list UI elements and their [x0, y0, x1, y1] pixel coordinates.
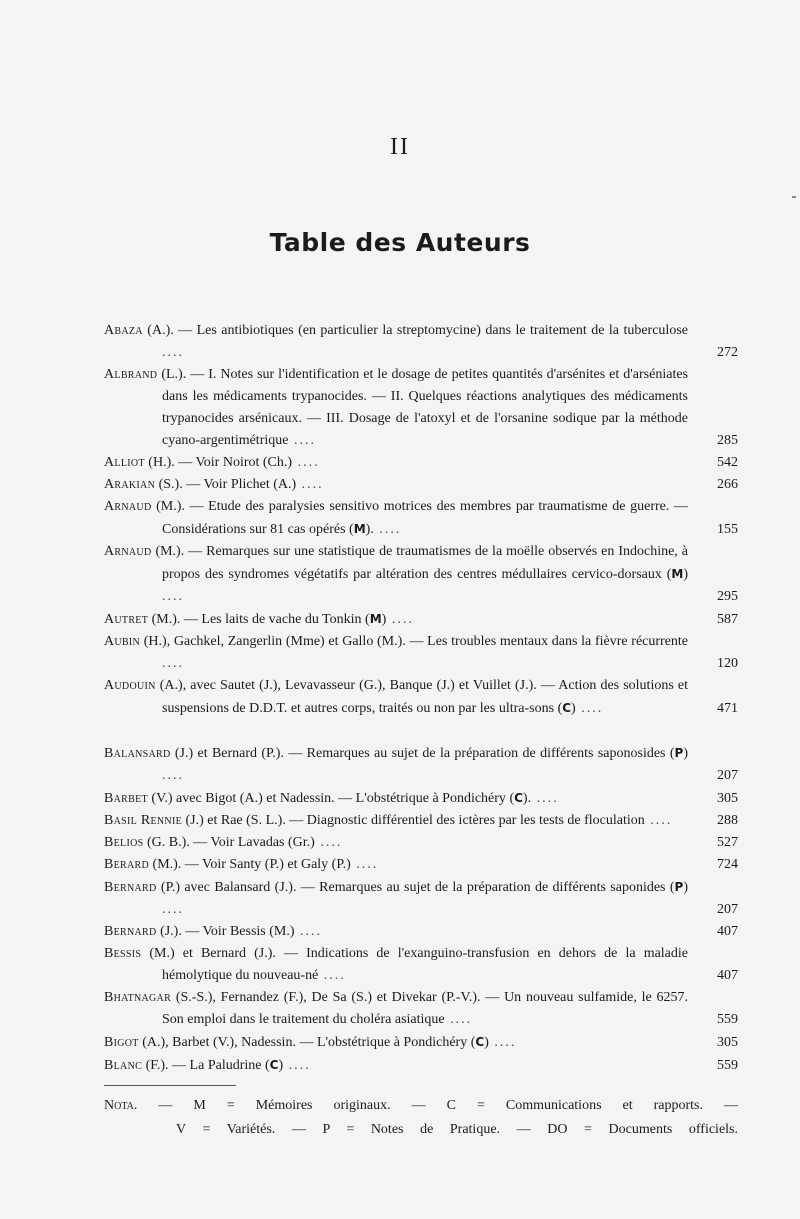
dot-leader: ....	[296, 477, 324, 492]
index-entry	[104, 608, 738, 631]
legend-text-1: — M = Mémoires originaux. — C = Communications et rapports. —	[158, 1098, 739, 1113]
entry-text: Balansard (J.) et Bernard (P.). — Remarques au sujet de la préparation de différents saponosides (P) ....	[104, 746, 688, 783]
author-name: Bessis	[104, 946, 142, 961]
dot-leader: ....	[162, 589, 184, 604]
dot-leader: ....	[162, 768, 184, 783]
author-name: Bhatnagar	[104, 990, 172, 1005]
entry-text: Audouin (A.), avec Sautet (J.), Levavasseur (G.), Banque (J.) et Vuillet (J.). — Action des solutions et suspensions de D.D.T. et autres corps, traités ou non par les ultra-sons (C) ....	[104, 678, 688, 716]
index-entry	[104, 921, 738, 943]
index-entry	[104, 364, 738, 452]
page-reference: 559	[717, 1058, 738, 1073]
category-code: C	[562, 701, 572, 715]
author-name: Arnaud	[104, 499, 152, 514]
author-name: Berard	[104, 857, 150, 872]
page-reference: 295	[717, 589, 738, 604]
entry-title: (S.). — Voir Plichet (A.)	[158, 477, 297, 492]
dot-leader: ....	[288, 433, 316, 448]
entry-text	[104, 810, 738, 832]
dot-leader: ....	[292, 455, 320, 470]
index-entry	[104, 854, 738, 876]
author-name: Balansard	[104, 746, 171, 761]
page-reference: 542	[717, 455, 738, 470]
index-entry	[104, 943, 738, 987]
entry-title: (H.), Gachkel, Zangerlin (Mme) et Gallo (M.). — Les troubles mentaux dans la fièvre récurrente	[143, 634, 689, 649]
entry-text: Arnaud (M.). — Etude des paralysies sensitivo motrices des membres par traumatisme de guerre. — Considérations sur 81 cas opérés (M). ....	[104, 499, 689, 537]
page-reference: 559	[717, 1012, 738, 1027]
dot-leader: ....	[644, 813, 673, 828]
dot-leader: ....	[162, 345, 184, 360]
author-name: Arnaud	[104, 544, 152, 559]
entry-text	[104, 474, 738, 496]
index-entry	[104, 987, 738, 1031]
entry-title: (H.). — Voir Noirot (Ch.)	[148, 455, 293, 470]
entry-title: (M.). — Remarques sur une statistique de traumatismes de la moëlle observés en Indochine, à propos des syndromes végétatifs par altération des centres médullaires cervico-dorsaux	[155, 544, 688, 582]
page-reference: 288	[717, 813, 738, 828]
author-name: Alliot	[104, 455, 145, 470]
dot-leader: ....	[162, 902, 184, 917]
author-name: Audouin	[104, 678, 156, 693]
index-entry	[104, 452, 738, 474]
category-code: C	[475, 1035, 485, 1049]
legend-line-2: V = Variétés. — P = Notes de Pratique. — DO = Documents officiels.	[176, 1122, 738, 1137]
entry-text: Barbet (V.) avec Bigot (A.) et Nadessin. — L'obstétrique à Pondichéry (C). ....	[104, 791, 559, 806]
entry-title: (L.). — I. Notes sur l'identification et le dosage de petites quantités d'arsénites et d'arséniates dans les médicaments trypanocides. — II. Quelques réactions analytiques des médicaments trypanocides arsénicaux. — III. Dosage de l'atoxyl et de l'orsanine sodique par la méthode cyano-argentimétrique	[161, 367, 689, 448]
entry-title: (M.). — Voir Santy (P.) et Galy (P.)	[152, 857, 351, 872]
category-code: M	[671, 567, 684, 581]
dot-leader: ....	[444, 1012, 473, 1027]
author-name: Belios	[104, 835, 144, 850]
footnote-divider	[104, 1085, 236, 1086]
category-code: M	[353, 522, 366, 536]
page-reference: 266	[717, 477, 738, 492]
entry-title: (F.). — La Paludrine	[145, 1058, 262, 1073]
author-name: Abaza	[104, 323, 143, 338]
author-name: Arakian	[104, 477, 156, 492]
entry-title: (G. B.). — Voir Lavadas (Gr.)	[146, 835, 315, 850]
margin-speck	[792, 196, 796, 198]
dot-leader: ....	[283, 1058, 311, 1073]
index-entry	[104, 1031, 738, 1054]
entry-title: (A.), avec Sautet (J.), Levavasseur (G.), Banque (J.) et Vuillet (J.). — Action des solutions et suspensions de D.D.T. et autres corps, traités ou non par les ultra-sons	[159, 678, 688, 716]
entry-text: Blanc (F.). — La Paludrine (C) ....	[104, 1058, 311, 1073]
entry-title: (M.). — Les laits de vache du Tonkin	[151, 612, 362, 627]
index-entry	[104, 832, 738, 854]
entry-text	[104, 854, 738, 876]
page-reference: 407	[717, 924, 738, 939]
entry-title: (S.-S.), Fernandez (F.), De Sa (S.) et Divekar (P.-V.). — Un nouveau sulfamide, le 6257. Son emploi dans le traitement du choléra asiatique	[162, 990, 689, 1027]
legend-label: Nota.	[104, 1098, 138, 1113]
entry-text	[104, 631, 738, 675]
index-entry	[104, 787, 738, 810]
dot-leader: ....	[373, 522, 402, 537]
page-reference: 527	[717, 835, 738, 850]
page-title: Table des Auteurs	[269, 228, 531, 257]
page-reference: 207	[717, 902, 738, 917]
page-reference: 305	[717, 791, 738, 806]
page-reference: 407	[717, 968, 738, 983]
author-name: Basil Rennie	[104, 813, 182, 828]
entry-title: (J.) et Bernard (P.). — Remarques au sujet de la préparation de différents saponosides	[174, 746, 666, 761]
index-entry	[104, 876, 738, 921]
page-reference: 471	[717, 701, 738, 716]
category-code: P	[674, 746, 684, 760]
category-code: C	[514, 791, 523, 805]
section-number: II	[390, 134, 410, 160]
dot-leader: ....	[350, 857, 379, 872]
entry-text: Autret (M.). — Les laits de vache du Tonkin (M) ....	[104, 612, 414, 627]
page-reference: 272	[717, 345, 738, 360]
entry-text	[104, 320, 738, 364]
footnote-legend	[104, 1094, 738, 1142]
entry-text: Bigot (A.), Barbet (V.), Nadessin. — L'obstétrique à Pondichéry (C) ....	[104, 1035, 517, 1050]
entry-text: Bernard (P.) avec Balansard (J.). — Remarques au sujet de la préparation de différents saponides (P) ....	[104, 880, 689, 917]
dot-leader: ....	[294, 924, 322, 939]
index-entry	[104, 675, 738, 720]
index-entry	[104, 541, 738, 608]
category-code: C	[269, 1058, 279, 1072]
entry-title: (P.) avec Balansard (J.). — Remarques au sujet de la préparation de différents saponides	[160, 880, 666, 895]
entry-text	[104, 987, 738, 1031]
entry-text	[104, 364, 738, 452]
author-name: Albrand	[104, 367, 158, 382]
entry-text: Arnaud (M.). — Remarques sur une statistique de traumatismes de la moëlle observés en Indochine, à propos des syndromes végétatifs par altération des centres médullaires cervico-dorsaux (M) ....	[104, 544, 688, 604]
author-name: Barbet	[104, 791, 148, 806]
entry-title: (J.). — Voir Bessis (M.)	[160, 924, 295, 939]
page-reference: 305	[717, 1035, 738, 1050]
author-index-list	[104, 320, 738, 1077]
page-reference: 587	[717, 612, 738, 627]
entry-text	[104, 921, 738, 943]
author-name: Blanc	[104, 1058, 143, 1073]
dot-leader: ....	[314, 835, 343, 850]
author-name: Bernard	[104, 924, 157, 939]
author-name: Aubin	[104, 634, 141, 649]
category-code: M	[369, 612, 382, 626]
page-reference: 724	[717, 857, 738, 872]
index-entry	[104, 496, 738, 541]
entry-title: (V.) avec Bigot (A.) et Nadessin. — L'obstétrique à Pondichéry	[151, 791, 506, 806]
dot-leader: ....	[318, 968, 346, 983]
entry-text	[104, 452, 738, 474]
entry-punctuation: .	[527, 791, 532, 806]
entry-title: (M.). — Etude des paralysies sensitivo motrices des membres par traumatisme de guerre. — Considérations sur 81 cas opérés	[156, 499, 689, 537]
page-reference: 207	[717, 768, 738, 783]
page-reference: 120	[717, 656, 738, 671]
index-entry	[104, 742, 738, 787]
index-entry	[104, 474, 738, 496]
index-entry	[104, 631, 738, 675]
entry-title: (A.). — Les antibiotiques (en particulier la streptomycine) dans le traitement de la tuberculose	[147, 323, 688, 338]
entry-title: (A.), Barbet (V.), Nadessin. — L'obstétrique à Pondichéry	[142, 1035, 468, 1050]
dot-leader: ....	[575, 701, 604, 716]
category-code: P	[674, 880, 684, 894]
author-name: Bernard	[104, 880, 157, 895]
dot-leader: ....	[162, 656, 184, 671]
dot-leader: ....	[488, 1035, 517, 1050]
legend-line-1	[104, 1094, 738, 1118]
entry-title: (M.) et Bernard (J.). — Indications de l'exanguino-transfusion en dehors de la maladie hémolytique du nouveau-né	[149, 946, 689, 983]
index-entry	[104, 320, 738, 364]
page-reference: 285	[717, 433, 738, 448]
author-name: Autret	[104, 612, 149, 627]
entry-punctuation: .	[370, 522, 374, 537]
page-reference: 155	[717, 522, 738, 537]
entry-text	[104, 943, 738, 987]
index-entry	[104, 1054, 738, 1077]
dot-leader: ....	[386, 612, 414, 627]
index-entry	[104, 810, 738, 832]
entry-text	[104, 832, 738, 854]
entry-title: (J.) et Rae (S. L.). — Diagnostic différentiel des ictères par les tests de floculation	[185, 813, 645, 828]
author-name: Bigot	[104, 1035, 139, 1050]
dot-leader: ....	[531, 791, 559, 806]
